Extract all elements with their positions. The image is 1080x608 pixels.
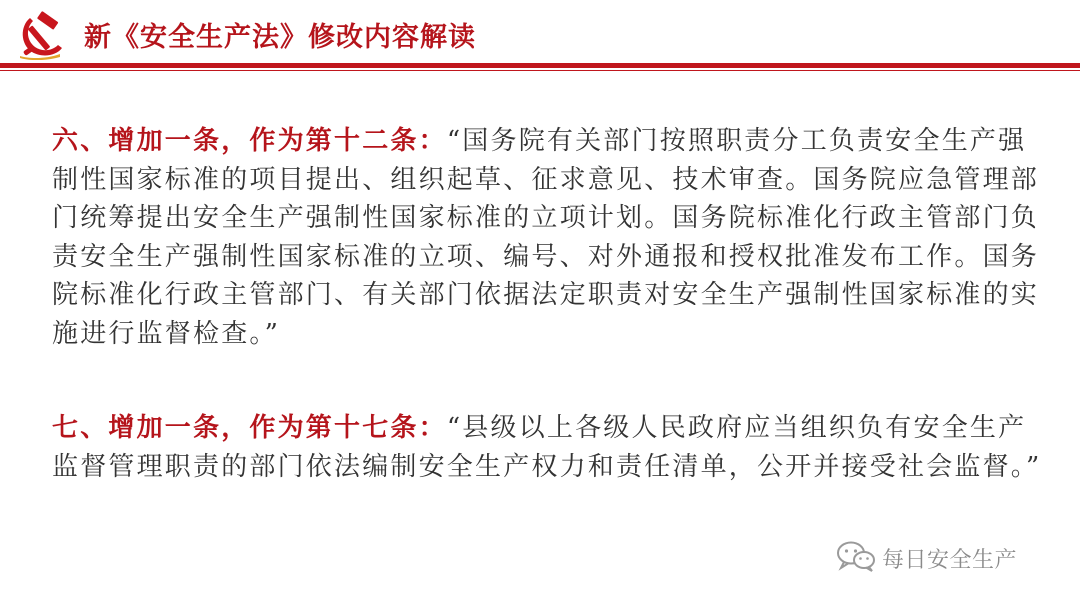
paragraph-body: “县级以上各级人民政府应当组织负有安全生产监督管理职责的部门依法编制安全生产权力和责任清单，公开并接受社会监督。”: [52, 413, 1042, 482]
header-divider: [0, 63, 1080, 68]
page-title: 新《安全生产法》修改内容解读: [84, 22, 476, 53]
header-divider-thin: [0, 70, 1080, 71]
header: [0, 0, 1080, 72]
watermark: [836, 541, 1017, 575]
paragraph-lead: 六、增加一条，作为第十二条：: [52, 126, 447, 156]
watermark-text: 每日安全生产: [882, 547, 1018, 573]
article-paragraph-17: [52, 409, 1042, 486]
wechat-icon: [836, 540, 876, 576]
party-emblem-icon: [16, 10, 68, 60]
paragraph-body: “国务院有关部门按照职责分工负责安全生产强制性国家标准的项目提出、组织起草、征求意见、技术审查。国务院应急管理部门统筹提出安全生产强制性国家标准的立项计划。国务院标准化行政主管部门负责安全生产强制性国家标准的立项、编号、对外通报和授权批准发布工作。国务院标准化行政主管部门、有关部门依据法定职责对安全生产强制性国家标准的实施进行监督检查。”: [52, 126, 1040, 349]
paragraph-lead: 七、增加一条，作为第十七条：: [52, 413, 447, 443]
article-paragraph-12: [52, 122, 1042, 353]
